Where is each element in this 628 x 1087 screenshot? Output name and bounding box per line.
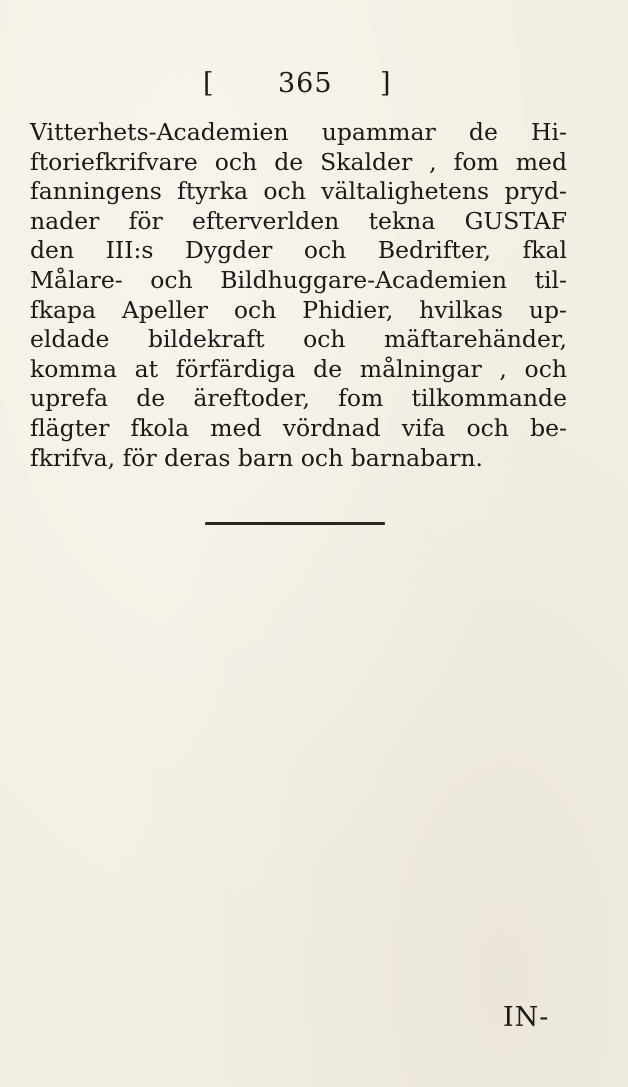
text-line: den III:s Dygder och Bedrifter, fkal <box>30 236 567 265</box>
text-line: Målare- och Bildhuggare-Academien til- <box>30 265 567 294</box>
text-line: uprefa de äreftoder, fom tilkommande <box>30 384 567 413</box>
header-bracket-right: ] <box>380 68 392 99</box>
text-line: fkrifva, för deras barn och barnabarn. <box>30 443 484 472</box>
text-line: fanningens ftyrka och vältalighetens pryd- <box>30 177 567 206</box>
header-bracket-left: [ <box>203 68 215 99</box>
text-line: ftoriefkrifvare och de Skalder , fom med <box>30 147 567 176</box>
catchword: IN- <box>503 1002 550 1033</box>
text-line: nader för efterverlden tekna GUSTAF <box>30 206 567 235</box>
text-line: eldade bildekraft och mäftarehänder, <box>30 325 567 354</box>
text-line: komma at förfärdiga de målningar , och <box>30 354 567 383</box>
text-line: fkapa Apeller och Phidier, hvilkas up- <box>30 295 567 324</box>
body-paragraph <box>30 118 610 473</box>
text-line: flägter fkola med vördnad vifa och be- <box>30 413 567 442</box>
section-divider-rule <box>205 522 385 525</box>
page-header <box>0 68 628 108</box>
page-number: 365 <box>278 68 333 99</box>
text-line: Vitterhets-Academien upammar de Hi- <box>30 118 567 146</box>
